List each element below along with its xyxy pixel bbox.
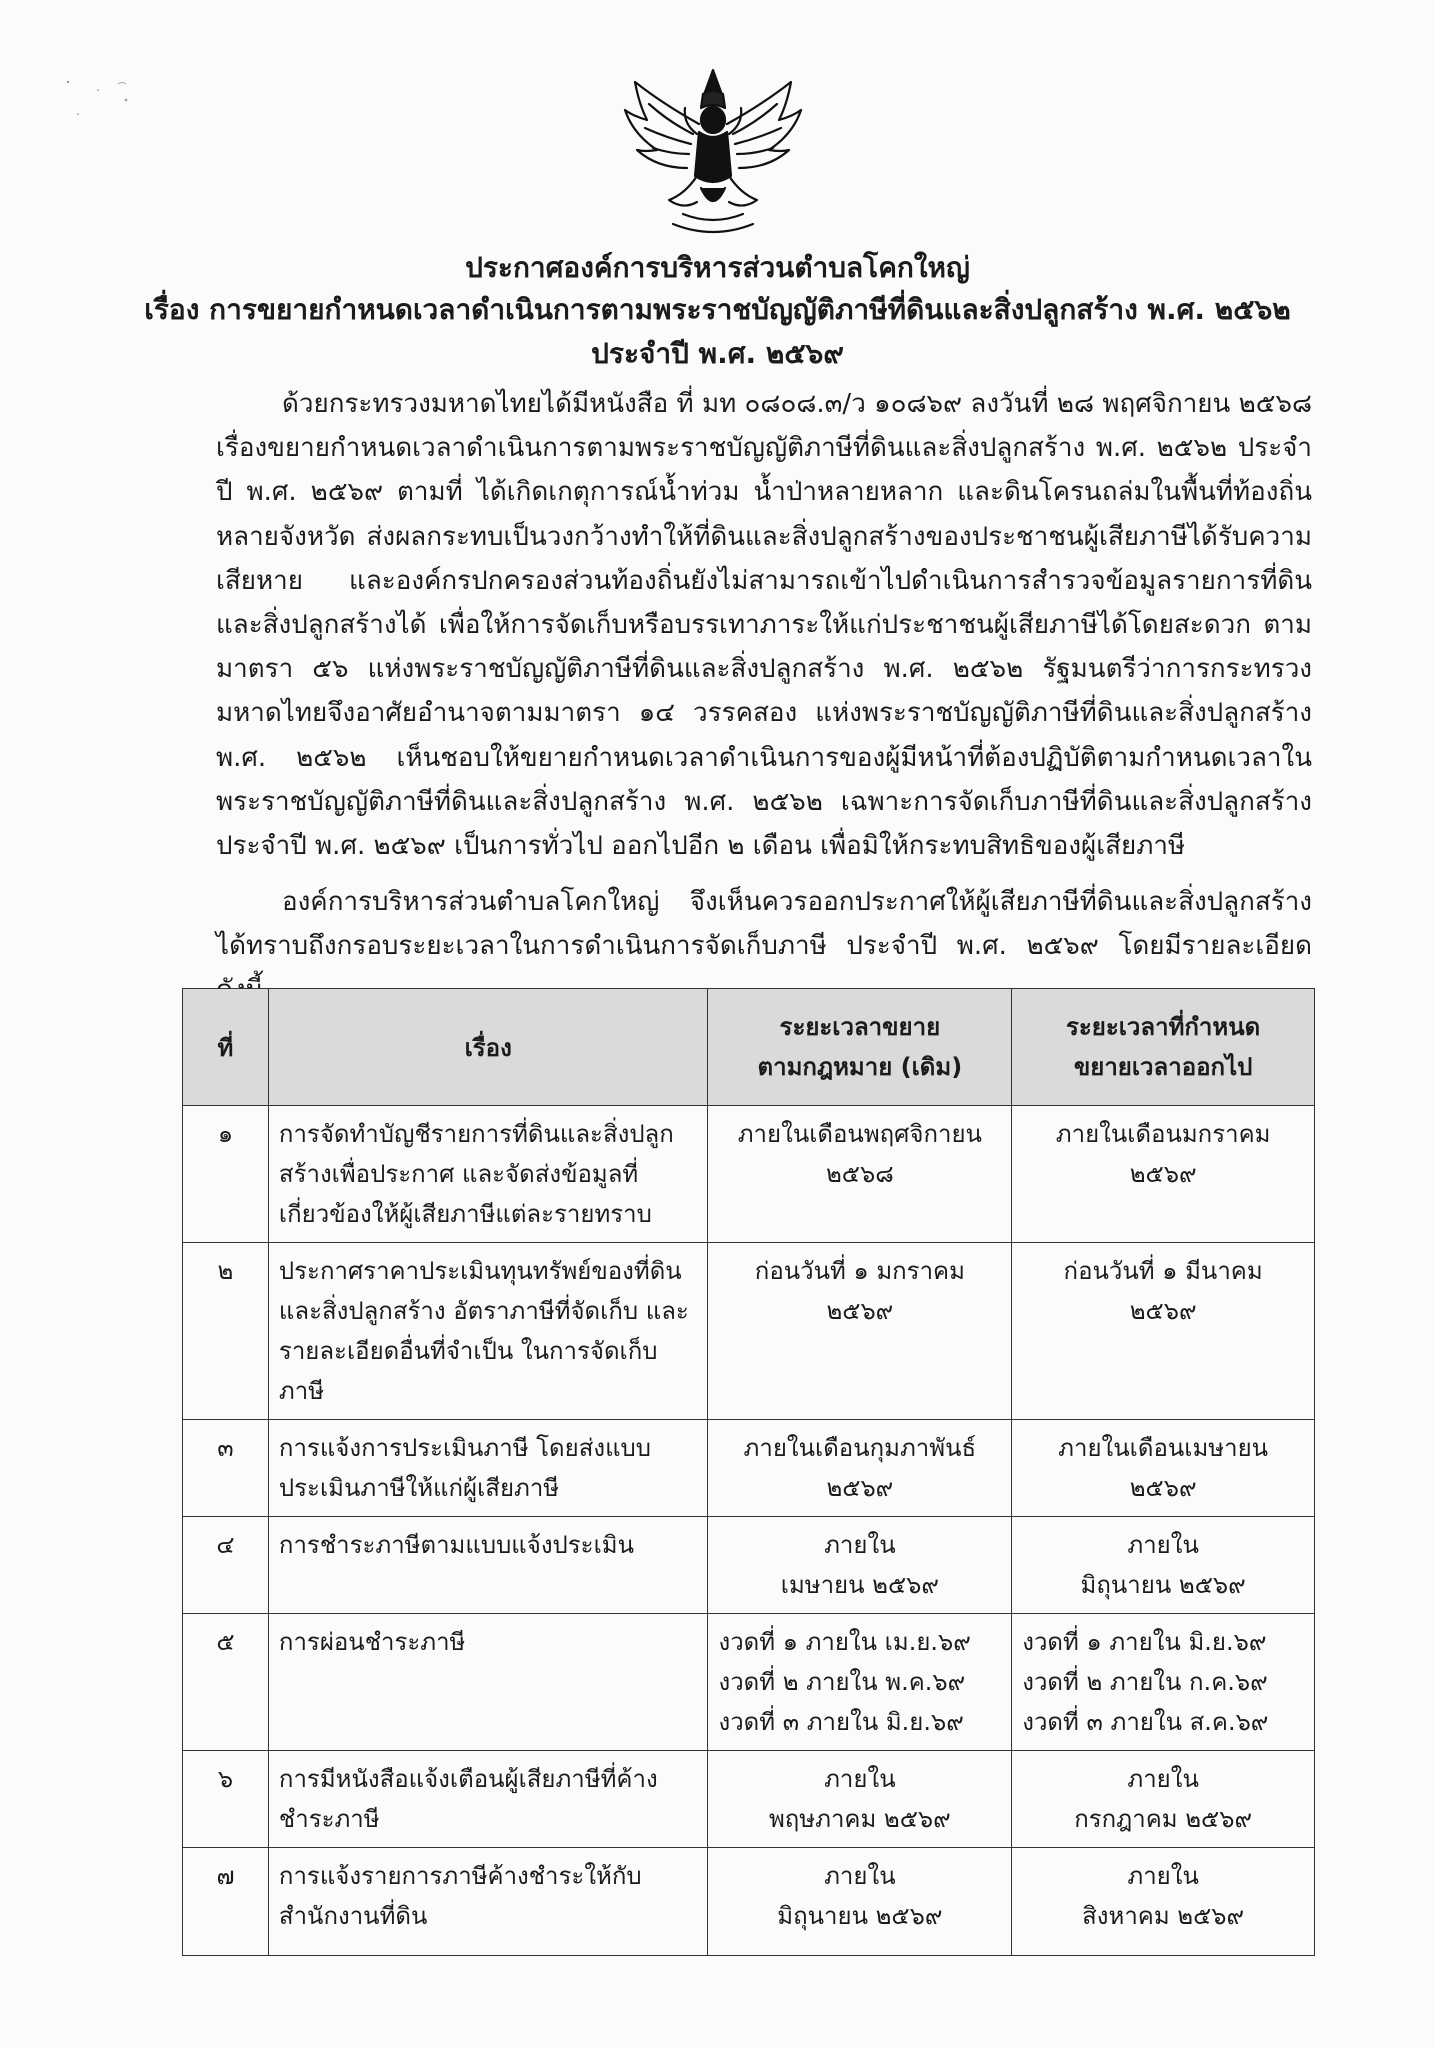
table-header-row (183, 989, 1315, 1106)
scan-specks (58, 70, 148, 130)
row-topic: การแจ้งการประเมินภาษี โดยส่งแบบประเมินภาษีให้แก่ผู้เสียภาษี (268, 1420, 708, 1517)
row-number: ๗ (183, 1848, 269, 1956)
row-extended-period: ภายใน สิงหาคม ๒๕๖๙ (1012, 1848, 1315, 1956)
row-number: ๕ (183, 1614, 269, 1751)
row-extended-period: ก่อนวันที่ ๑ มีนาคม ๒๕๖๙ (1012, 1243, 1315, 1420)
header-original-period: ระยะเวลาขยาย ตามกฎหมาย (เดิม) (708, 989, 1012, 1106)
table-row (183, 1751, 1315, 1848)
row-original-period: ภายในเดือนพฤศจิกายน ๒๕๖๘ (708, 1106, 1012, 1243)
tax-schedule-table (182, 988, 1315, 1956)
table-row (183, 1517, 1315, 1614)
row-extended-period: ภายในเดือนมกราคม ๒๕๖๙ (1012, 1106, 1315, 1243)
table-row (183, 1106, 1315, 1243)
row-topic: การชำระภาษีตามแบบแจ้งประเมิน (268, 1517, 708, 1614)
row-extended-period: งวดที่ ๑ ภายใน มิ.ย.๖๙ งวดที่ ๒ ภายใน ก.ค.๖๙ งวดที่ ๓ ภายใน ส.ค.๖๙ (1012, 1614, 1315, 1751)
table-row (183, 1420, 1315, 1517)
row-original-period: งวดที่ ๑ ภายใน เม.ย.๖๙ งวดที่ ๒ ภายใน พ.ค.๖๙ งวดที่ ๓ ภายใน มิ.ย.๖๙ (708, 1614, 1012, 1751)
row-extended-period: ภายในเดือนเมษายน ๒๕๖๙ (1012, 1420, 1315, 1517)
body-paragraph-1: ด้วยกระทรวงมหาดไทยได้มีหนังสือ ที่ มท ๐๘๐๘.๓/ว ๑๐๘๖๙ ลงวันที่ ๒๘ พฤศจิกายน ๒๕๖๘ เรื่องขยายกำหนดเวลาดำเนินการตามพระราชบัญญัติภาษีที่ดินและสิ่งปลูกสร้าง พ.ศ. ๒๕๖๒ ประจำปี พ.ศ. ๒๕๖๙ ตามที่ ได้เกิดเกตุการณ์น้ำท่วม น้ำป่าหลายหลาก และดินโครนถล่มในพื้นที่ท้องถิ่นหลายจังหวัด ส่งผลกระทบเป็นวงกว้างทำให้ที่ดินและสิ่งปลูกสร้างของประชาชนผู้เสียภาษีได้รับความเสียหาย และองค์กรปกครองส่วนท้องถิ่นยังไม่สามารถเข้าไปดำเนินการสำรวจข้อมูลรายการที่ดินและสิ่งปลูกสร้างได้ เพื่อให้การจัดเก็บหรือบรรเทาภาระให้แก่ประชาชนผู้เสียภาษีได้โดยสะดวก ตามมาตรา ๕๖ แห่งพระราชบัญญัติภาษีที่ดินและสิ่งปลูกสร้าง พ.ศ. ๒๕๖๒ รัฐมนตรีว่าการกระทรวงมหาดไทยจึงอาศัยอำนาจตามมาตรา ๑๔ วรรคสอง แห่งพระราชบัญญัติภาษีที่ดินและสิ่งปลูกสร้าง พ.ศ. ๒๕๖๒ เห็นชอบให้ขยายกำหนดเวลาดำเนินการของผู้มีหน้าที่ต้องปฏิบัติตามกำหนดเวลาในพระราชบัญญัติภาษีที่ดินและสิ่งปลูกสร้าง พ.ศ. ๒๕๖๒ เฉพาะการจัดเก็บภาษีที่ดินและสิ่งปลูกสร้าง ประจำปี พ.ศ. ๒๕๖๙ เป็นการทั่วไป ออกไปอีก ๒ เดือน เพื่อมิให้กระทบสิทธิของผู้เสียภาษี (216, 389, 1312, 862)
announcement-title: ประกาศองค์การบริหารส่วนตำบลโคกใหญ่ (465, 251, 970, 284)
table-row (183, 1243, 1315, 1420)
row-number: ๓ (183, 1420, 269, 1517)
table-row (183, 1848, 1315, 1956)
garuda-emblem-icon (613, 64, 813, 244)
row-number: ๖ (183, 1751, 269, 1848)
row-number: ๒ (183, 1243, 269, 1420)
row-topic: ประกาศราคาประเมินทุนทรัพย์ของที่ดินและสิ่งปลูกสร้าง อัตราภาษีที่จัดเก็บ และรายละเอียดอื่นที่จำเป็น ในการจัดเก็บภาษี (268, 1243, 708, 1420)
row-topic: การจัดทำบัญชีรายการที่ดินและสิ่งปลูกสร้างเพื่อประกาศ และจัดส่งข้อมูลที่เกี่ยวข้องให้ผู้เสียภาษีแต่ละรายทราบ (268, 1106, 708, 1243)
row-extended-period: ภายใน มิถุนายน ๒๕๖๙ (1012, 1517, 1315, 1614)
row-number: ๑ (183, 1106, 269, 1243)
announcement-subject: เรื่อง การขยายกำหนดเวลาดำเนินการตามพระราชบัญญัติภาษีที่ดินและสิ่งปลูกสร้าง พ.ศ. ๒๕๖๒ (144, 293, 1291, 326)
row-topic: การผ่อนชำระภาษี (268, 1614, 708, 1751)
header-extended-period: ระยะเวลาที่กำหนด ขยายเวลาออกไป (1012, 989, 1315, 1106)
row-original-period: ภายใน เมษายน ๒๕๖๙ (708, 1517, 1012, 1614)
row-extended-period: ภายใน กรกฎาคม ๒๕๖๙ (1012, 1751, 1315, 1848)
row-original-period: ภายในเดือนกุมภาพันธ์ ๒๕๖๙ (708, 1420, 1012, 1517)
row-original-period: ก่อนวันที่ ๑ มกราคม ๒๕๖๙ (708, 1243, 1012, 1420)
header-topic: เรื่อง (268, 989, 708, 1106)
row-topic: การมีหนังสือแจ้งเตือนผู้เสียภาษีที่ค้างชำระภาษี (268, 1751, 708, 1848)
header-number: ที่ (183, 989, 269, 1106)
table-row (183, 1614, 1315, 1751)
row-number: ๔ (183, 1517, 269, 1614)
row-original-period: ภายใน มิถุนายน ๒๕๖๙ (708, 1848, 1012, 1956)
body-paragraph-2: องค์การบริหารส่วนตำบลโคกใหญ่ จึงเห็นควรออกประกาศให้ผู้เสียภาษีที่ดินและสิ่งปลูกสร้างได้ทราบถึงกรอบระยะเวลาในการดำเนินการจัดเก็บภาษี ประจำปี พ.ศ. ๒๕๖๙ โดยมีรายละเอียด (216, 887, 1312, 962)
row-original-period: ภายใน พฤษภาคม ๒๕๖๙ (708, 1751, 1012, 1848)
row-topic: การแจ้งรายการภาษีค้างชำระให้กับสำนักงานที่ดิน (268, 1848, 708, 1956)
announcement-year: ประจำปี พ.ศ. ๒๕๖๙ (591, 337, 844, 370)
